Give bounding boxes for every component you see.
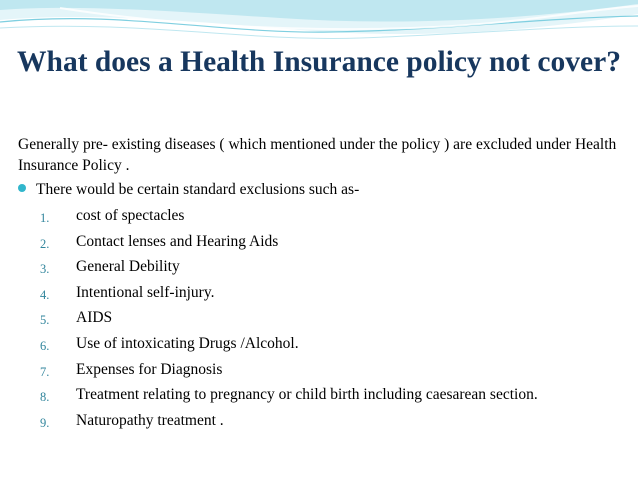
- list-item-text: General Debility: [76, 258, 180, 276]
- list-item-number: 3.: [40, 262, 50, 277]
- list-item-text: Naturopathy treatment .: [76, 411, 224, 429]
- list-item-text: Use of intoxicating Drugs /Alcohol.: [76, 334, 299, 352]
- list-item-number: 7.: [40, 364, 50, 379]
- list-item-text: Intentional self-injury.: [76, 283, 215, 301]
- slide-title: What does a Health Insurance policy not cover?: [17, 46, 621, 78]
- list-item-number: 4.: [40, 287, 50, 302]
- list-item-text: Expenses for Diagnosis: [76, 360, 223, 378]
- intro-paragraph: Generally pre- existing diseases ( which mentioned under the policy ) are excluded under Health Insurance Policy .: [18, 136, 617, 174]
- list-item-text: AIDS: [76, 309, 113, 327]
- bullet-item: [18, 180, 359, 200]
- list-item-number: 8.: [40, 390, 50, 405]
- list-item-number: 9.: [40, 415, 50, 430]
- bullet-dot-icon: [18, 184, 26, 192]
- list-item-number: 5.: [40, 313, 50, 328]
- list-item-number: 6.: [40, 338, 50, 353]
- list-item-text: Treatment relating to pregnancy or child birth including caesarean section.: [76, 386, 538, 404]
- bullet-text: There would be certain standard exclusions such as-: [36, 181, 360, 198]
- list-item-number: 2.: [40, 236, 50, 251]
- list-item-text: cost of spectacles: [76, 207, 185, 224]
- list-item-number: 1.: [40, 211, 50, 225]
- list-item-text: Contact lenses and Hearing Aids: [76, 232, 279, 250]
